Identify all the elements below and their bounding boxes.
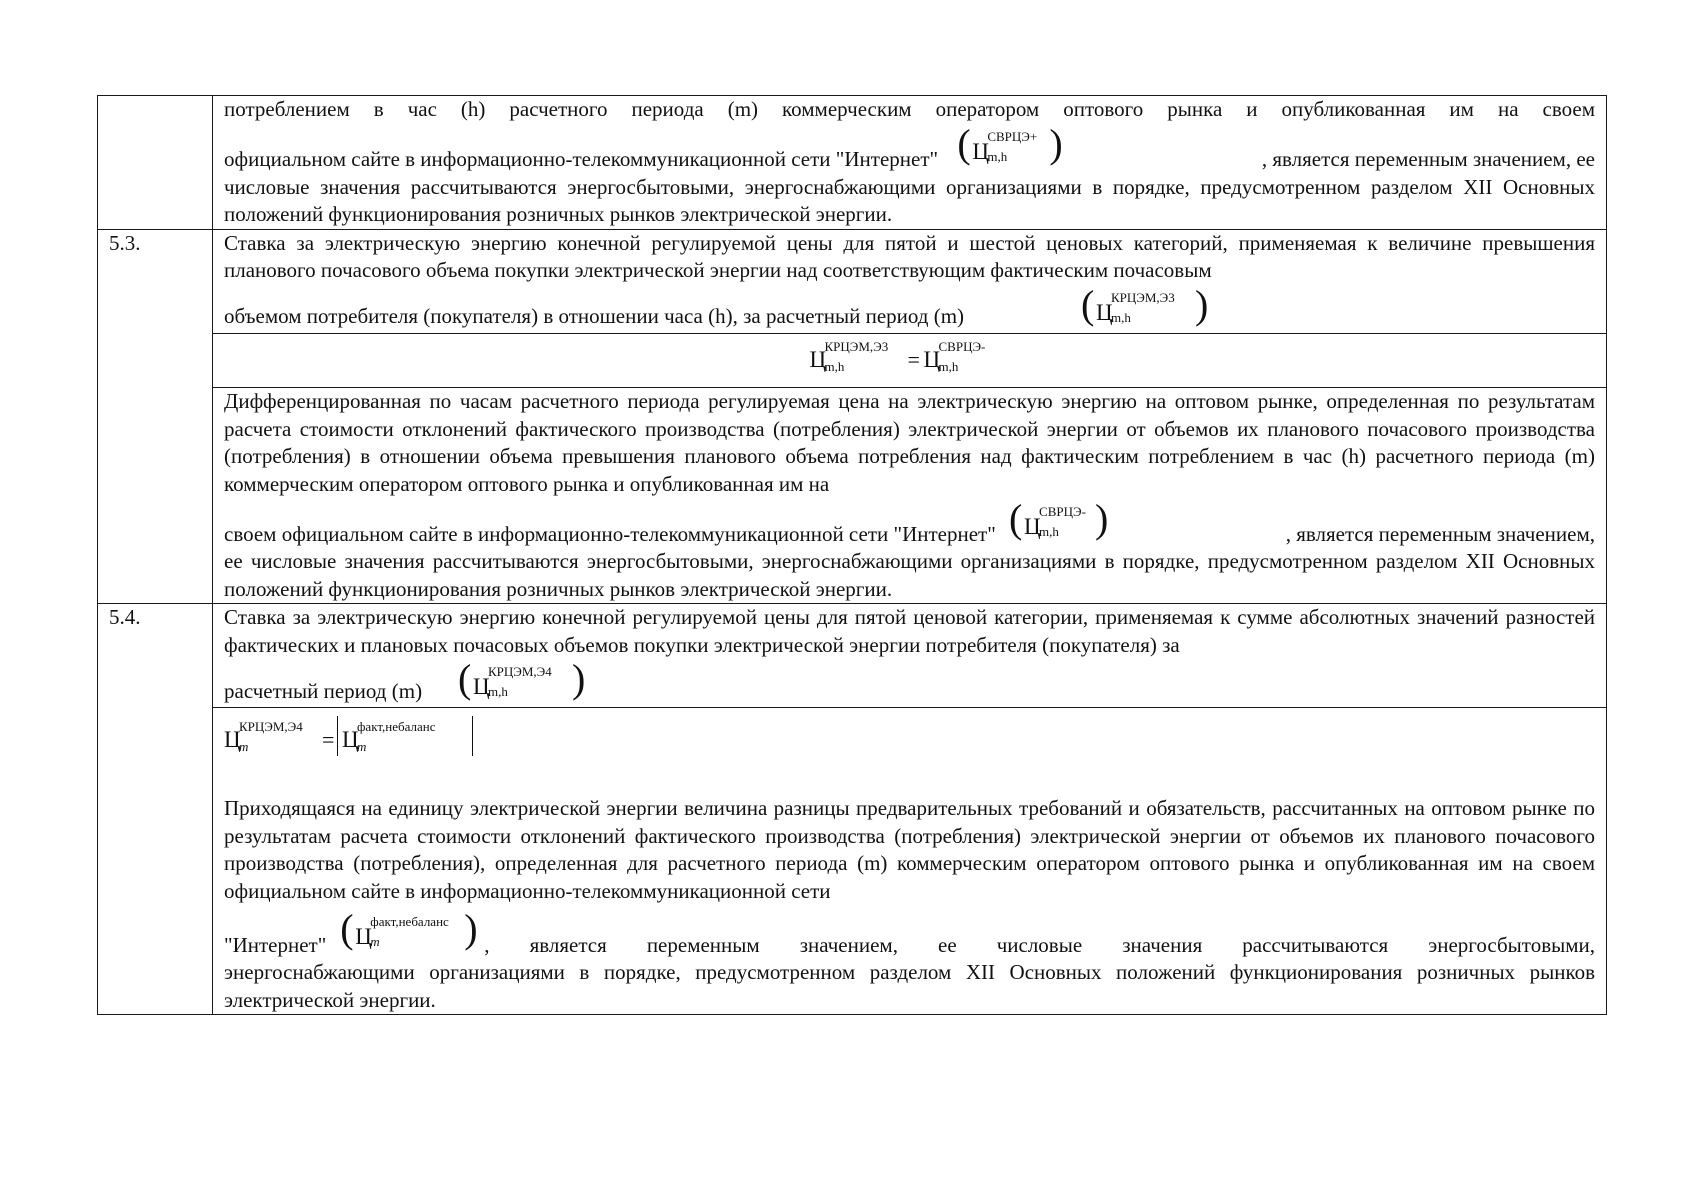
paragraph-line-with-formula — [224, 495, 1595, 548]
paragraph-text: объемом потребителя (покупателя) в отношении часа (h), за расчетный период (m) — [224, 304, 965, 328]
continuation-paragraph — [213, 96, 1607, 230]
tariff-table — [97, 95, 1607, 1015]
table-row — [98, 604, 1607, 708]
paragraph-text: , является переменным значением, — [1285, 521, 1595, 546]
formula-subscript: m,h — [824, 358, 845, 374]
inline-formula: ( Ц СВРЦЭ- m,h ) — [1009, 495, 1109, 541]
paragraph-line-with-formula — [224, 121, 1595, 174]
inline-formula: ( Ц КРЦЭМ,Э3 m,h ) — [1081, 281, 1209, 327]
formula-superscript: СВРЦЭ- — [938, 338, 986, 354]
formula-symbol: Ц — [224, 727, 241, 752]
formula-symbol: Ц — [342, 727, 359, 752]
formula-symbol: Ц — [809, 346, 827, 372]
row-number: 5.4. — [98, 604, 213, 1015]
formula-superscript: КРЦЭМ,Э3 — [824, 338, 889, 354]
formula-subscript: m,h — [488, 684, 508, 699]
formula-subscript: m — [357, 739, 367, 754]
table-row — [98, 96, 1607, 230]
row-number — [98, 96, 213, 230]
formula-symbol: Ц — [923, 346, 941, 372]
formula-superscript: КРЦЭМ,Э3 — [1111, 289, 1175, 305]
paragraph-line: потреблением в час (h) расчетного периода (m) коммерческим оператором оптового рынка и опубликованная им на своем — [224, 97, 1595, 121]
paragraph-text: своем официальном сайте в информационно-телекоммуникационной сети "Интернет" — [224, 521, 996, 546]
formula-symbol: Ц — [1024, 513, 1041, 539]
formula-5-4 — [224, 708, 1595, 762]
paragraph-line-with-formula — [224, 905, 1595, 959]
formula-subscript: m,h — [1039, 523, 1059, 539]
formula-superscript: КРЦЭМ,Э4 — [488, 664, 552, 679]
inline-formula: ( Ц факт,небаланс m ) — [340, 906, 478, 951]
formula-cell — [213, 333, 1607, 388]
formula-subscript: m — [370, 934, 380, 949]
formula-symbol: Ц — [972, 139, 989, 164]
formula-and-definition — [213, 708, 1607, 1015]
formula-superscript: СВРЦЭ- — [1039, 503, 1086, 519]
paragraph-text: числовые значения рассчитываются энергосбытовыми, энергоснабжающими организациями в порядке, предусмотренном разделом XII Основных положений функционирования розничных рынков электрической энергии. — [224, 174, 1595, 226]
inline-formula: ( Ц СВРЦЭ+ m,h ) — [957, 121, 1063, 166]
formula-superscript: факт,небаланс — [370, 914, 449, 929]
formula-subscript: m,h — [1111, 309, 1131, 325]
formula-5-3 — [810, 334, 1010, 380]
paragraph-text: официальном сайте в информационно-телекоммуникационной сети "Интернет" — [224, 147, 939, 171]
rate-description — [213, 604, 1607, 708]
table-row — [98, 333, 1607, 388]
formula-symbol: Ц — [1096, 299, 1113, 325]
formula-superscript: КРЦЭМ,Э4 — [239, 719, 303, 734]
paragraph-text: Приходящаяся на единицу электрической энергии величина разницы предварительных требований и обязательств, рассчитанных на оптовом рынке по результатам расчета стоимости отклонений фактического производства (потребления) электрической энергии от объемов их планового почасового производства (потребления), определенная для расчетного периода (m) коммерческим оператором оптового рынка и опубликованная им на своем официальном сайте в информационно-телекоммуникационной сети — [224, 796, 1595, 903]
paragraph-text: ее числовые значения рассчитываются энергосбытовыми, энергоснабжающими организациями в порядке, предусмотренном разделом XII Основных положений функционирования розничных рынков электрической энергии. — [224, 549, 1595, 601]
formula-subscript: m,h — [938, 358, 959, 374]
absolute-value-bars — [337, 716, 473, 756]
paragraph-text: энергоснабжающими организациями в порядке, предусмотренном разделом XII Основных положений функционирования розничных рынков электрической энергии. — [224, 960, 1595, 1012]
equals-sign: = — [907, 346, 920, 372]
formula-subscript: m,h — [987, 149, 1008, 164]
paragraph-text: , является переменным значением, ее — [1261, 147, 1595, 171]
formula-symbol: Ц — [355, 924, 372, 949]
formula-superscript: СВРЦЭ+ — [987, 129, 1038, 144]
paragraph-text: Ставка за электрическую энергию конечной регулируемой цены для пятой ценовой категории, применяемая к сумме абсолютных значений разностей фактических и плановых почасовых объемов покупки электрической энергии потребителя (покупателя) за — [224, 605, 1595, 657]
table-row — [98, 708, 1607, 1015]
table-row — [98, 388, 1607, 604]
definition-paragraph — [213, 388, 1607, 604]
equals-sign: = — [322, 727, 335, 752]
paragraph-line-with-formula — [224, 281, 1595, 331]
formula-subscript: m — [239, 739, 249, 754]
table-row — [98, 229, 1607, 333]
row-number: 5.3. — [98, 229, 213, 604]
paragraph-text: "Интернет" — [224, 932, 327, 957]
paragraph-text: Дифференцированная по часам расчетного периода регулируемая цена на электрическую энергию на оптовом рынке, определенная по результатам расчета стоимости отклонений фактического производства (потребления) электрической энергии от объемов их планового почасового производства (потребления) в отношении объема превышения планового объема потребления над фактическим потреблением в час (h) расчетного периода (m) коммерческим оператором оптового рынка и опубликованная им на — [224, 389, 1595, 496]
rate-description — [213, 229, 1607, 333]
paragraph-text: Ставка за электрическую энергию конечной регулируемой цены для пятой и шестой ценовых категорий, применяемая к величине превышения планового почасового объема покупки электрической энергии над соответствующим фактическим почасовым — [224, 230, 1595, 282]
formula-symbol: Ц — [473, 674, 490, 699]
inline-formula: ( Ц КРЦЭМ,Э4 m,h ) — [458, 656, 586, 701]
paragraph-text: , является переменным значением, ее числовые значения рассчитываются энергосбытовыми, — [484, 932, 1595, 957]
formula-superscript: факт,небаланс — [357, 719, 436, 734]
paragraph-line-with-formula — [224, 656, 1595, 705]
paragraph-text: расчетный период (m) — [224, 678, 423, 703]
